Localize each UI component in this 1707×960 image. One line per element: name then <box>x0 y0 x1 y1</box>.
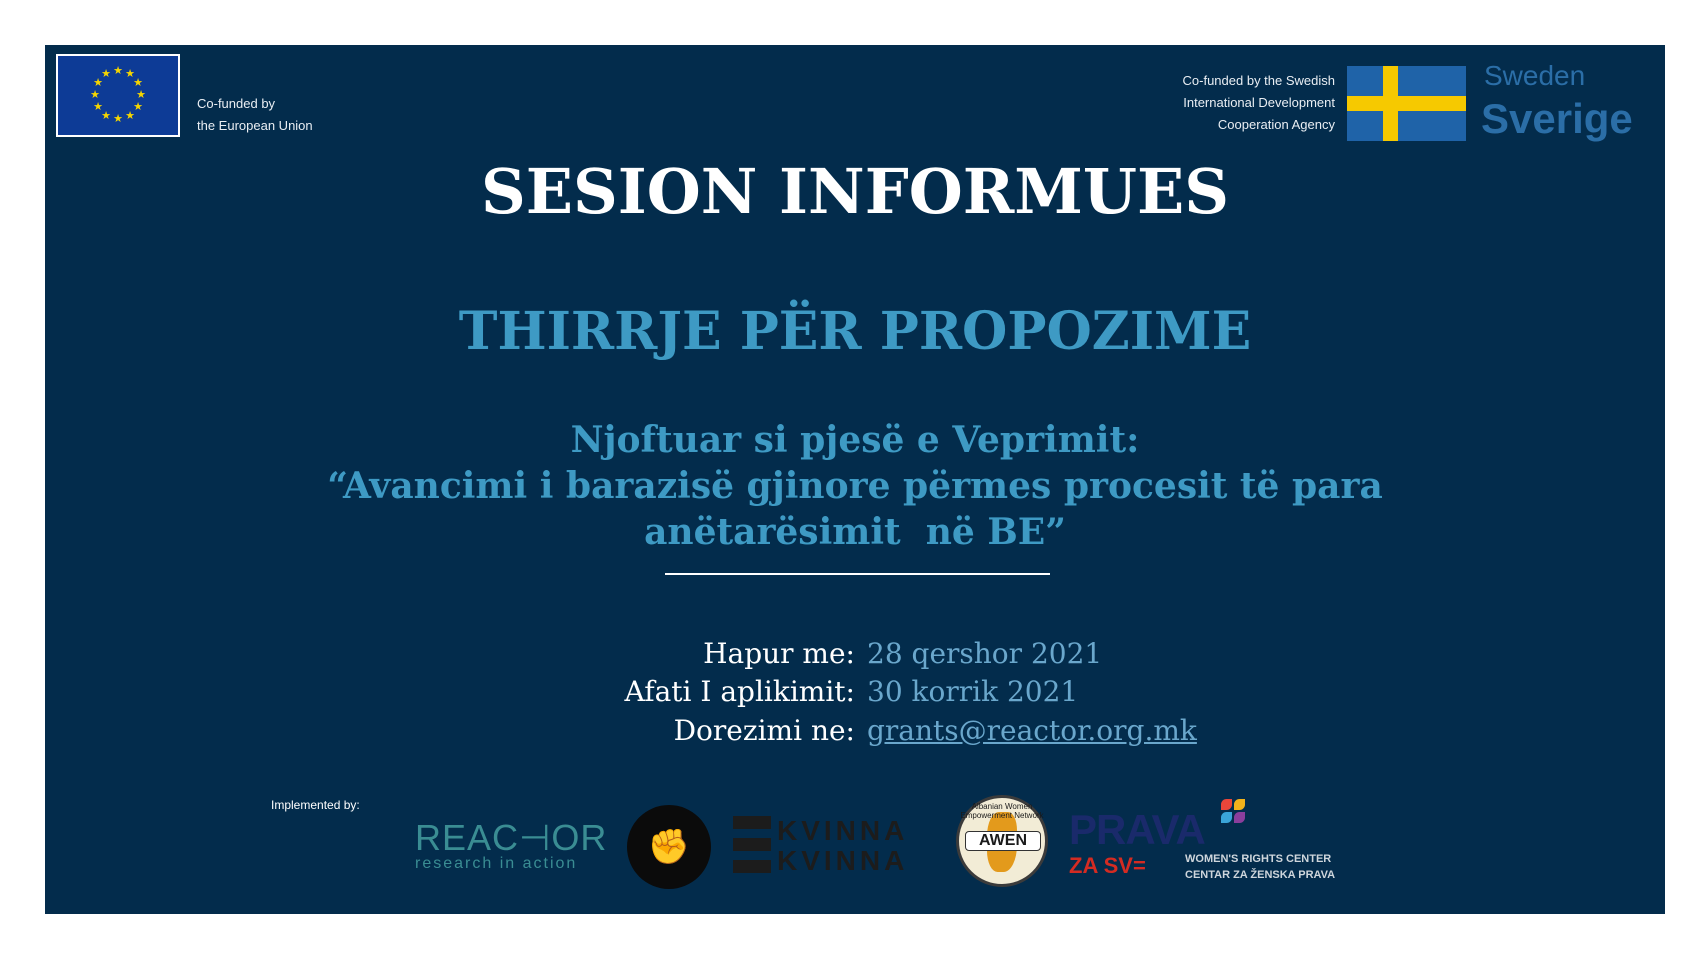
info-row-submission <box>45 714 1665 752</box>
project-line1: Njoftuar si pjesë e Veprimit: <box>570 419 1140 461</box>
eu-cofund-line2: the European Union <box>197 118 313 133</box>
svg-text:★: ★ <box>101 109 111 122</box>
awen-ring-text: Albanian Women Empowerment Network <box>960 802 1044 820</box>
awen-name: AWEN <box>965 831 1041 851</box>
svg-text:★: ★ <box>133 100 143 113</box>
kvinna-logo <box>733 816 923 878</box>
svg-text:★: ★ <box>133 76 143 89</box>
prava-logo: PRAVA <box>1069 806 1205 853</box>
awen-logo <box>956 795 1048 887</box>
wrc-line2: CENTAR ZA ŽENSKA PRAVA <box>1185 869 1336 881</box>
info-label: Hapur me: <box>703 637 855 670</box>
wrc-logo-text <box>1185 851 1335 883</box>
page-subtitle: THIRRJE PËR PROPOZIME <box>458 301 1252 362</box>
reactor-logo: REAC⊣OR <box>415 817 608 858</box>
sweden-cofund-line3: Cooperation Agency <box>1217 117 1335 132</box>
wrc-flower-icon <box>1221 799 1247 825</box>
fist-logo-icon <box>627 805 711 889</box>
sverige-wordmark: Sverige <box>1481 95 1633 142</box>
svg-text:★: ★ <box>93 76 103 89</box>
info-row-open-date <box>45 637 1665 675</box>
slide <box>45 45 1665 914</box>
eu-cofund-text <box>197 93 313 137</box>
svg-text:★: ★ <box>113 112 123 125</box>
sweden-cofund-text <box>1183 70 1335 136</box>
reactor-tagline: research in action <box>415 855 578 872</box>
project-line2: “Avancimi i barazisë gjinore përmes procesit të para <box>327 465 1383 507</box>
eu-flag-icon <box>56 54 180 137</box>
info-value: 28 qershor 2021 <box>867 637 1103 670</box>
info-label: Dorezimi ne: <box>673 714 855 747</box>
info-label: Afati I aplikimit: <box>624 675 855 708</box>
implemented-by-label: Implemented by: <box>271 798 360 812</box>
sweden-cofund-line2: International Development <box>1183 95 1335 110</box>
svg-text:★: ★ <box>125 109 135 122</box>
svg-text:★: ★ <box>113 64 123 77</box>
project-description <box>45 417 1665 555</box>
prava-subtitle: ZA SV= <box>1069 853 1146 878</box>
info-row-deadline <box>45 675 1665 713</box>
svg-text:★: ★ <box>136 88 146 101</box>
eu-cofund-line1: Co-funded by <box>197 96 276 111</box>
page-title: SESION INFORMUES <box>480 155 1230 228</box>
kvinna-line2: KVINNA <box>777 845 909 876</box>
fist-icon: ✊ <box>647 828 691 866</box>
sweden-flag-icon <box>1347 66 1466 141</box>
divider <box>665 573 1050 575</box>
sweden-cofund-line1: Co-funded by the Swedish <box>1182 73 1335 88</box>
svg-text:★: ★ <box>93 100 103 113</box>
svg-text:★: ★ <box>90 88 100 101</box>
project-line3: anëtarësimit në BE” <box>644 511 1066 553</box>
kvinna-line1: KVINNA <box>777 815 909 846</box>
email-link[interactable]: grants@reactor.org.mk <box>867 714 1197 747</box>
eu-stars-icon <box>58 56 178 135</box>
svg-text:★: ★ <box>125 67 135 80</box>
wrc-line1: WOMEN'S RIGHTS CENTER <box>1185 853 1332 865</box>
info-value: 30 korrik 2021 <box>867 675 1079 708</box>
kvinna-bars-icon <box>733 816 771 882</box>
svg-text:★: ★ <box>101 67 111 80</box>
sweden-wordmark: Sweden <box>1484 60 1586 91</box>
